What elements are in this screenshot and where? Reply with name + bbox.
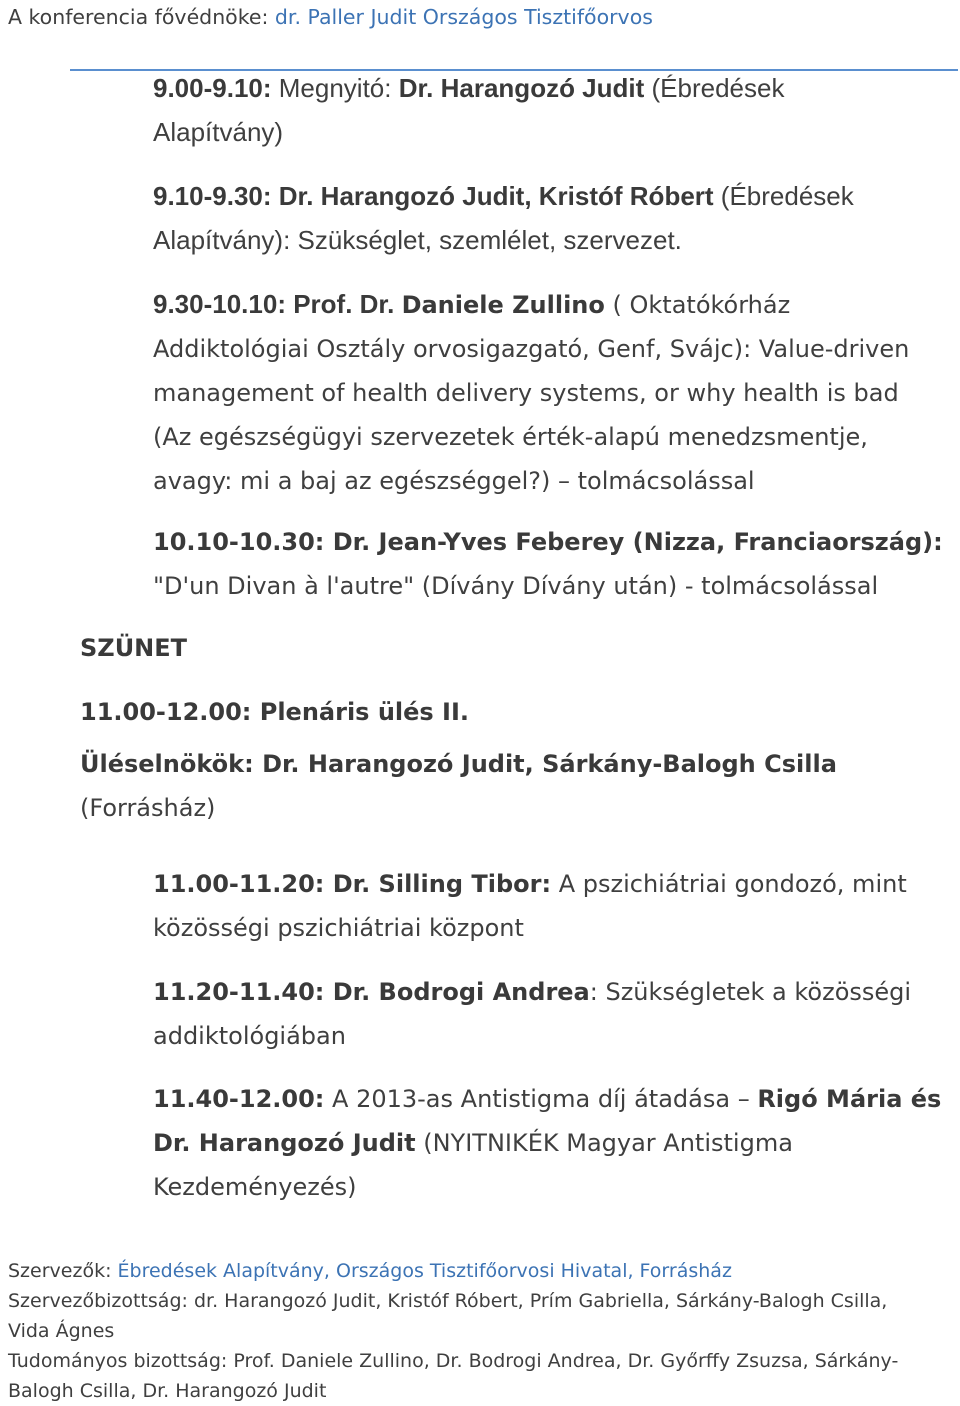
entry-line: management of health delivery systems, or why health is bad: [153, 379, 899, 407]
patron-line: [8, 4, 653, 30]
committee-line: Vida Ágnes: [8, 1320, 115, 1342]
entry-line: Kezdeményezés): [153, 1173, 357, 1201]
entry-line: avagy: mi a baj az egészséggel?) – tolmácsolással: [153, 467, 755, 495]
entry-speaker: Dr. Harangozó Judit: [398, 73, 645, 103]
entry-text: A 2013-as Antistigma díj átadása –: [324, 1085, 758, 1113]
entry-text: ( Oktatókórház: [604, 291, 791, 319]
entry-speaker: Dr. Harangozó Judit, Kristóf Róbert: [271, 181, 714, 211]
patron-title: Országos Tisztifőorvos: [416, 5, 653, 29]
program-entry-opening: [153, 66, 953, 154]
program-entry-silling: [153, 862, 953, 950]
entry-text: Megnyitó:: [271, 73, 399, 103]
program-entry-zullino: [153, 282, 953, 503]
entry-line: [153, 282, 953, 327]
entry-line: 10.10-10.30: Dr. Jean-Yves Feberey (Nizza, Franciaország):: [153, 528, 943, 556]
entry-line: Alapítvány): Szükséglet, szemlélet, szervezet.: [153, 225, 682, 255]
session-chairs-org: (Forrásház): [80, 794, 216, 822]
entry-line: [153, 862, 953, 906]
entry-line: "D'un Divan à l'autre" (Dívány Dívány után) - tolmácsolással: [153, 572, 879, 600]
session-block: [80, 690, 940, 830]
entry-time: 9.30-10.10: Prof. Dr.: [153, 289, 402, 319]
program-entry-bodrogi: [153, 970, 953, 1058]
session-title: 11.00-12.00: Plenáris ülés II.: [80, 698, 470, 726]
entry-text: (Ébredések: [644, 73, 785, 103]
entry-text: A pszichiátriai gondozó, mint: [551, 870, 907, 898]
entry-line: [153, 1121, 953, 1165]
entry-line: [153, 66, 953, 110]
entry-line: közösségi pszichiátriai központ: [153, 914, 524, 942]
science-line: Balogh Csilla, Dr. Harangozó Judit: [8, 1380, 327, 1402]
session-chairs: Üléselnökök: Dr. Harangozó Judit, Sárkány-Balogh Csilla: [80, 750, 837, 778]
program-entry-antistigma: [153, 1077, 953, 1209]
entry-line: [153, 1077, 953, 1121]
entry-text: : Szükségletek a közösségi: [589, 978, 912, 1006]
program-entry-needs: [153, 174, 953, 262]
entry-line: (Az egészségügyi szervezetek érték-alapú menedzsmentje,: [153, 423, 868, 451]
committee-line: Szervezőbizottság: dr. Harangozó Judit, Kristóf Róbert, Prím Gabriella, Sárkány-Balogh Csilla,: [8, 1290, 888, 1312]
science-line: Tudományos bizottság: Prof. Daniele Zullino, Dr. Bodrogi Andrea, Dr. Győrffy Zsuzsa, Sárkány-: [8, 1350, 899, 1372]
entry-speaker: Rigó Mária és: [757, 1085, 942, 1113]
program-entry-feberey: [153, 520, 953, 608]
entry-time: 11.00-11.20: Dr. Silling Tibor:: [153, 870, 552, 898]
entry-text: (NYITNIKÉK Magyar Antistigma: [415, 1129, 793, 1157]
patron-name: dr. Paller Judit: [274, 5, 417, 29]
entry-line: [153, 174, 953, 218]
organizers-list: Ébredések Alapítvány, Országos Tisztifőorvosi Hivatal, Forrásház: [117, 1260, 732, 1282]
entry-text: (Ébredések: [713, 181, 854, 211]
spacer: [80, 734, 940, 742]
entry-time: 11.40-12.00:: [153, 1085, 325, 1113]
entry-line: Alapítvány): [153, 117, 284, 147]
footer: [8, 1256, 948, 1406]
entry-time: 11.20-11.40: Dr. Bodrogi Andrea: [153, 978, 590, 1006]
organizers-line: [8, 1256, 948, 1286]
entry-time: 9.00-9.10:: [153, 73, 272, 103]
entry-line: [153, 970, 953, 1014]
entry-speaker: Dr. Harangozó Judit: [153, 1129, 416, 1157]
entry-line: Addiktológiai Osztály orvosigazgató, Genf, Svájc): Value-driven: [153, 335, 910, 363]
organizers-label: Szervezők:: [8, 1260, 118, 1282]
patron-label: A konferencia fővédnöke:: [8, 5, 275, 29]
entry-time: 9.10-9.30:: [153, 181, 272, 211]
entry-speaker: Daniele Zullino: [401, 291, 605, 319]
break-heading: SZÜNET: [80, 634, 188, 662]
entry-line: addiktológiában: [153, 1022, 346, 1050]
